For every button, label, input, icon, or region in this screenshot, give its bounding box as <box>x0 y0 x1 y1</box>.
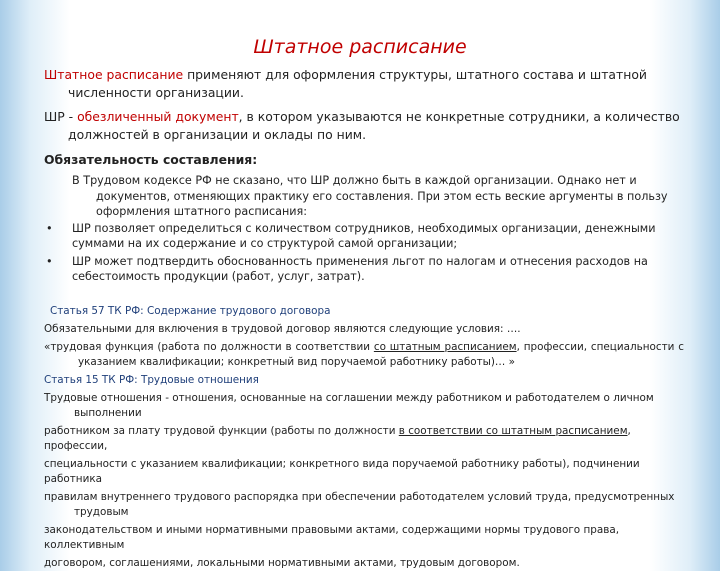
paragraph-impersonal-text: , в котором указываются не конкретные сотрудники, а количество должностей в организации и оклады по ним. <box>68 109 680 142</box>
list-item <box>46 221 671 252</box>
term-impersonal-document: обезличенный документ <box>77 109 239 124</box>
article-57-quote-text: , профессии, специальности с указанием квалификации; конкретный вид поручаемой работнику работы)… » <box>78 341 684 368</box>
article-57-heading: Статья 57 ТК РФ: Содержание трудового договора <box>50 305 331 317</box>
list-item-text: ШР позволяет определиться с количеством сотрудников, необходимых организации, денежными суммами на их содержание и со структурой самой организации; <box>72 221 656 250</box>
paragraph-impersonal-lead: ШР - <box>44 109 78 124</box>
bullet-icon: • <box>46 254 53 268</box>
article-57-quote <box>44 340 684 370</box>
article-15 <box>44 373 684 571</box>
link-staff-schedule[interactable]: со штатным расписанием <box>373 341 517 353</box>
term-staff-schedule: Штатное расписание <box>44 67 184 82</box>
obligation-intro: В Трудовом кодексе РФ не сказано, что ШР должно быть в каждой организации. Однако нет и документов, отменяющих практику его составления. При этом есть веские аргументы в пользу оформления штатного расписания: <box>72 174 668 218</box>
article-15-line: специальности с указанием квалификации; конкретного вида поручаемой работнику работы), подчинении работника <box>44 458 640 485</box>
article-15-text: работником за плату трудовой функции (работы по должности <box>44 425 399 437</box>
article-57-quote-text: «трудовая функция (работа по должности в соответствии <box>44 341 374 353</box>
bullet-icon: • <box>46 221 53 235</box>
list-item-text: ШР может подтвердить обоснованность применения льгот по налогам и отнесения расходов на себестоимость продукции (работ, услуг, затрат). <box>72 254 648 283</box>
link-staff-schedule[interactable]: в соответствии со штатным расписанием <box>398 425 628 437</box>
article-15-line: правилам внутреннего трудового распорядка при обеспечении работодателем условий труда, предусмотренных трудовым <box>44 491 675 518</box>
article-57-line: Обязательными для включения в трудовой договор являются следующие условия: …. <box>44 323 521 335</box>
article-57 <box>44 304 684 370</box>
article-15-line: договором, соглашениями, локальными нормативными актами, трудовым договором. <box>44 557 520 569</box>
article-15-line <box>44 424 684 454</box>
slide-title: Штатное расписание <box>253 36 467 58</box>
list-item <box>46 254 671 285</box>
section-heading: Обязательность составления: <box>44 152 258 167</box>
obligation-list <box>46 173 671 285</box>
article-15-line: законодательством и иными нормативными правовыми актами, содержащими нормы трудового права, коллективным <box>44 524 620 551</box>
article-15-text: , профессии, <box>44 425 631 452</box>
paragraph-definition <box>44 66 708 102</box>
paragraph-definition-text: применяют для оформления структуры, штатного состава и штатной численности организации. <box>68 67 647 100</box>
article-15-heading: Статья 15 ТК РФ: Трудовые отношения <box>44 374 259 386</box>
article-15-line: Трудовые отношения - отношения, основанные на соглашении между работником и работодателем о личном выполнении <box>44 392 654 419</box>
paragraph-impersonal <box>44 108 708 144</box>
